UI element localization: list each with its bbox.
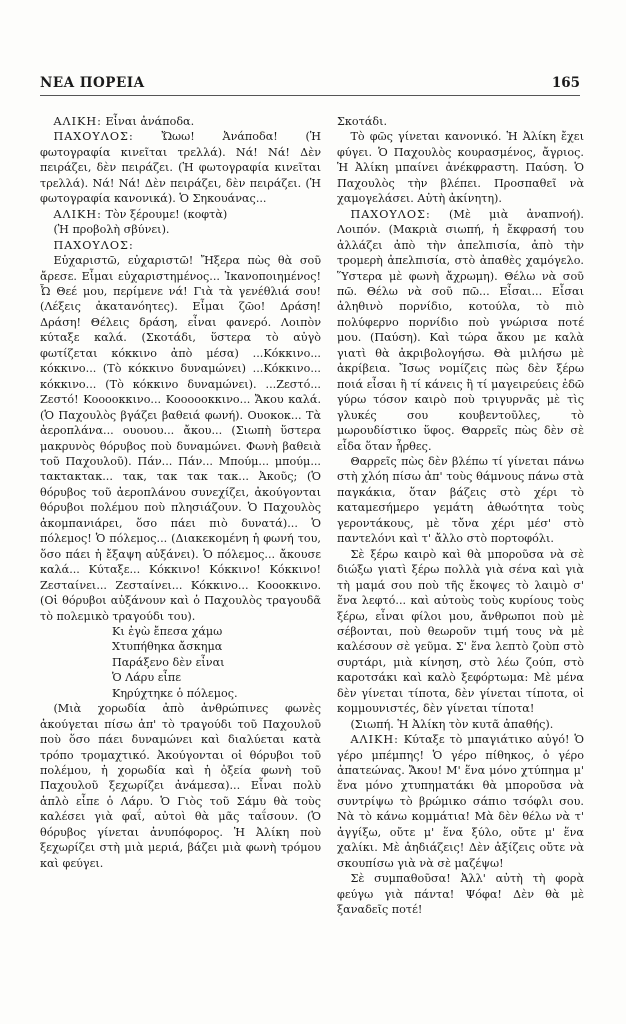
stage-paragraph xyxy=(337,454,584,547)
stage-paragraph xyxy=(337,114,584,129)
dialogue-paragraph xyxy=(40,129,321,206)
paragraph-text: Εἶναι ἀνάποδα. xyxy=(101,115,195,128)
page-number: 165 xyxy=(551,75,580,91)
paragraph-text: Τὸ φῶς γίνεται κανονικό. Ἡ Ἀλίκη ἔχει φύγει. Ὁ Παχουλὸς κουρασμένος, ἄγριος. Ἡ Ἀλίκη μπαίνει ἀνέκφραστη. Παύση. Ὁ Παχουλὸς τὴν βλέπει. Προσπαθεῖ νὰ χαμογελάσει. Αὐτὴ ἀκίνητη). xyxy=(337,130,584,206)
paragraph-text: Θαρρεῖς πὼς δὲν βλέπω τί γίνεται πάνω στὴ χλόη πίσω ἀπ' τοὺς θάμνους πάνω στὰ παγκάκια, ὅταν βάζεις στὸ χέρι τὸ καταμεσήμερο γεμάτη ἀθωότητα τοὺς γεροντάκους, μὲ τὄνα χέρι μέσ' στὸ παντελόνι καὶ τ' ἄλλο στὸ πορτοφόλι. xyxy=(337,454,584,546)
paragraph-text: (Μιὰ χορωδία ἀπὸ ἀνθρώπινες φωνὲς ἀκούγεται πίσω ἀπ' τὸ τραγούδι τοῦ Παχουλοῦ ποὺ ὅσο πάει δυναμώνει καὶ διαλύεται κατὰ τρόπο τρομαχτικό. Ἀκούγονται οἱ θόρυβοι τοῦ πολέμου, ἡ χορωδία καὶ ἡ ὀξεία φωνὴ τοῦ Παχουλοῦ ξεχωρίζει ἀνάμεσα)... Εἶναι πολὺ ἁπλὸ εἶπε ὁ Λάρυ. Ὁ Γιὸς τοῦ Σάμυ θὰ τοὺς καλέσει γιὰ φαΐ, αὐτοὶ θὰ μᾶς ταΐσουν. (Ὁ θόρυβος γίνεται ἀνυπόφορος. Ἡ Ἀλίκη ποὺ ξεχωρίζει στὴ μιὰ μεριά, βάζει μιὰ φωνὴ τρόμου καὶ φεύγει. xyxy=(40,702,321,870)
paragraph-text: Τὸν ξέρουμε! (κοφτὰ) xyxy=(101,207,228,221)
verse-line xyxy=(40,655,321,670)
left-column xyxy=(40,114,321,871)
dialogue-paragraph xyxy=(40,114,321,129)
speaker-name: ΠΑΧΟΥΛΟΣ: xyxy=(53,238,134,252)
stage-paragraph xyxy=(337,547,584,717)
paragraph-text: Σκοτάδι. xyxy=(337,115,388,128)
paragraph-text: Εὐχαριστῶ, εὐχαριστῶ! Ἤξερα πὼς θὰ σοῦ ἄρεσε. Εἶμαι εὐχαριστημένος... Ἱκανοποιημένος! Ὦ Θεέ μου, περίμενε νά! Γιὰ τὰ γενέθλιά σου! (Λέξεις ἀκατανόητες). Εἶμαι ζῶο! Δράση! Δράση! Θέλεις δράση, εἶναι φανερό. Λοιπὸν κύταξε καλά. (Σκοτάδι, ὕστερα τὸ αὐγὸ φωτίζεται κόκκινο ἀπὸ μέσα) ...Κόκκινο... κόκκινο... (Τὸ κόκκινο δυναμώνει) ...Κόκκινο... κόκκινο... (Τὸ κόκκινο δυναμώνει). ...Ζεστό... Ζεστό! Κοοοοκκινο... Κοοοοοκκινο... Ἄκου καλά. (Ὁ Παχουλὸς βγάζει βαθειά φωνή). Ουοκοκ... Τὰ ἀεροπλάνα... ουουου... ἄκου... (Σιωπὴ ὕστερα μακρυνὸς θόρυβος ποὺ δυναμώνει. Φωνὴ βαθειὰ τοῦ Παχουλοῦ). Πάν... Πάν... Μπούμ... μπούμ... τακτακτακ... τακ, τακ τακ τακ... Ἀκοῦς; (Ὁ θόρυβος τοῦ ἀεροπλάνου συνεχίζει, ἀκούγονται θόρυβοι πολέμου ποὺ πλησιάζουν. Ὁ Παχουλὸς ἀκομπανιάρει, ὅσο πάει πιὸ δυνατά)... Ὁ πόλεμος! Ὁ πόλεμος... (Διακεκομένη ἡ φωνή του, ὅσο πάει ἡ ἔξαψη αὐξάνει). Ὁ πόλεμος... ἄκουσε καλά... Κύταξε... Κόκκινο! Κόκκινο! Κόκκινο! Ζεσταίνει... Ζεσταίνει... Κόκκινο... Κοοοκκινο. (Οἱ θόρυβοι αὐξάνουν καὶ ὁ Παχουλὸς τραγουδᾶ τὸ πολεμικὸ τραγούδι του). xyxy=(40,254,321,623)
paragraph-text: (Σιωπή. Ἡ Ἀλίκη τὸν κυτᾶ ἀπαθής). xyxy=(350,717,554,731)
paragraph-text: Κύταξε τὸ μπαγιάτικο αὐγό! Ὁ γέρο μπέμπης! Ὁ γέρο πίθηκος, ὁ γέρο ἀπατεώνας. Ἄκου! Μ' ἕνα μόνο χτύπημα μ' ἕνα μόνο χτυπηματάκι θὰ μποροῦσα νὰ συντρίψω τὸ βρώμικο σάπιο τσόφλι σου. Νὰ τὸ κάνω κομμάτια! Μὰ δὲν θέλω νὰ τ' ἀγγίξω, οὔτε μ' ἕνα ξύλο, οὔτε μ' ἕνα χαλίκι. Μὲ ἀηδιάζεις! Δὲν ἀξίζεις οὔτε νὰ σκουπίσω γιὰ νὰ σὲ μαζέψω! xyxy=(337,733,584,870)
stage-paragraph xyxy=(337,717,584,732)
dialogue-paragraph xyxy=(337,732,584,871)
verse-line xyxy=(40,670,321,685)
paragraph-text: (Μὲ μιὰ ἀναπνοή). Λοιπόν. (Μακριὰ σιωπή, ἡ ἔκφρασή του ἀλλάζει ἀπὸ τὴν ἀπελπισία, ἀπὸ τὴν τρομερὴ ἀπελπισία, στὸ ἀπαθὲς χαμόγελο. Ὕστερα μὲ φωνὴ ἄχρωμη). Θέλω νὰ σοῦ πῶ. Θέλω νὰ σοῦ πῶ... Εἶσαι... Εἶσαι ἀληθινὸ πορνίδιο, κοτούλα, τὸ πιὸ πολύφερνο πορνίδιο ποὺ γνώρισα ποτέ μου. (Παύση). Καὶ τώρα ἄκου με καλὰ γιατὶ θὰ ἀκριβολογήσω. Θὰ μιλήσω μὲ ἀκρίβεια. Ἴσως νομίζεις πὼς δὲν ξέρω ποιά εἶσαι ἢ τί κάνεις ἢ τί μαγειρεύεις ἐδῶ γύρω τόσον καιρὸ ποὺ τριγυρνᾶς μὲ τὶς γλυκές σου κουβεντοῦλες, τὸ μωρουδίστικο ὕφος. Θαρρεῖς πὼς δὲν σὲ εἶδα ὅταν ἦρθες. xyxy=(337,207,584,453)
dialogue-paragraph xyxy=(40,238,321,253)
paragraph-text: Σὲ συμπαθοῦσα! Ἀλλ' αὐτὴ τὴ φορὰ φεύγω γιὰ πάντα! Ψόφα! Δὲν θὰ μὲ ξαναδεῖς ποτέ! xyxy=(337,872,584,917)
stage-paragraph xyxy=(337,129,584,206)
speaker-name: ΠΑΧΟΥΛΟΣ: xyxy=(350,207,431,221)
paragraph-text: Ὁ Λάρυ εἶπε xyxy=(112,671,182,685)
running-title: ΝΕΑ ΠΟΡΕΙΑ xyxy=(40,75,145,91)
paragraph-text: Κηρύχτηκε ὁ πόλεμος. xyxy=(112,686,238,700)
paragraph-text: Χτυπήθηκα ἄσκημα xyxy=(112,640,223,654)
running-head xyxy=(40,75,580,96)
speaker-name: ΑΛΙΚΗ: xyxy=(53,207,102,221)
paragraph-text: Κι ἐγὼ ἔπεσα χάμω xyxy=(112,624,223,638)
verse-line xyxy=(40,686,321,701)
stage-paragraph xyxy=(40,222,321,237)
stage-paragraph xyxy=(337,871,584,917)
verse-line xyxy=(40,639,321,654)
paragraph-text: (Ἡ προβολὴ σβύνει). xyxy=(53,223,170,237)
dialogue-paragraph xyxy=(40,207,321,222)
stage-paragraph xyxy=(40,253,321,624)
dialogue-paragraph xyxy=(337,207,584,454)
speaker-name: ΑΛΙΚΗ: xyxy=(53,115,102,128)
paragraph-text: Ὤωω! Ἀνάποδα! (Ἡ φωτογραφία κινεῖται τρελλά). Νά! Νά! Δὲν πειράζει, δὲν πειράζει. (Ἡ φωτογραφία κινεῖται τρελλά). Νά! Νά! Δὲν πειράζει, δὲν πειράζει. (Ἡ φωτογραφία κανονικά). Ὁ Σηκουάνας... xyxy=(40,130,321,206)
verse-line xyxy=(40,624,321,639)
paragraph-text: Παράξενο δὲν εἶναι xyxy=(112,655,225,669)
paragraph-text: Σὲ ξέρω καιρὸ καὶ θὰ μποροῦσα νὰ σὲ διώξω γιατὶ ξέρω πολλὰ γιὰ σένα καὶ γιὰ τὴ μαμά σου ποὺ τῆς ἔκοψες τὸ λαιμὸ σ' ἕνα λεφτό... καὶ αὐτοὺς τοὺς κυρίους τοὺς ξέρω, εἶναι φίλοι μου, ἄνθρωποι ποὺ μὲ σέβονται, ποὺ θεωροῦν τιμή τους νὰ μὲ καλέσουν σὲ γεῦμα. Σ' ἕνα λεπτὸ ζοὺπ στὸ συρτάρι, μιὰ κίνηση, στὸ λέω ζούπ, στὸ καροτσάκι καὶ καλὸ ξεφόρτωμα: Μὲ μένα δὲν γίνεται τίποτα, δὲν γίνεται τίποτα, οἱ κομμουνιστές, δὲν γίνεται τίποτα! xyxy=(337,547,584,716)
speaker-name: ΑΛΙΚΗ: xyxy=(350,733,399,747)
stage-paragraph xyxy=(40,701,321,871)
speaker-name: ΠΑΧΟΥΛΟΣ: xyxy=(53,130,134,144)
right-column xyxy=(337,114,584,918)
